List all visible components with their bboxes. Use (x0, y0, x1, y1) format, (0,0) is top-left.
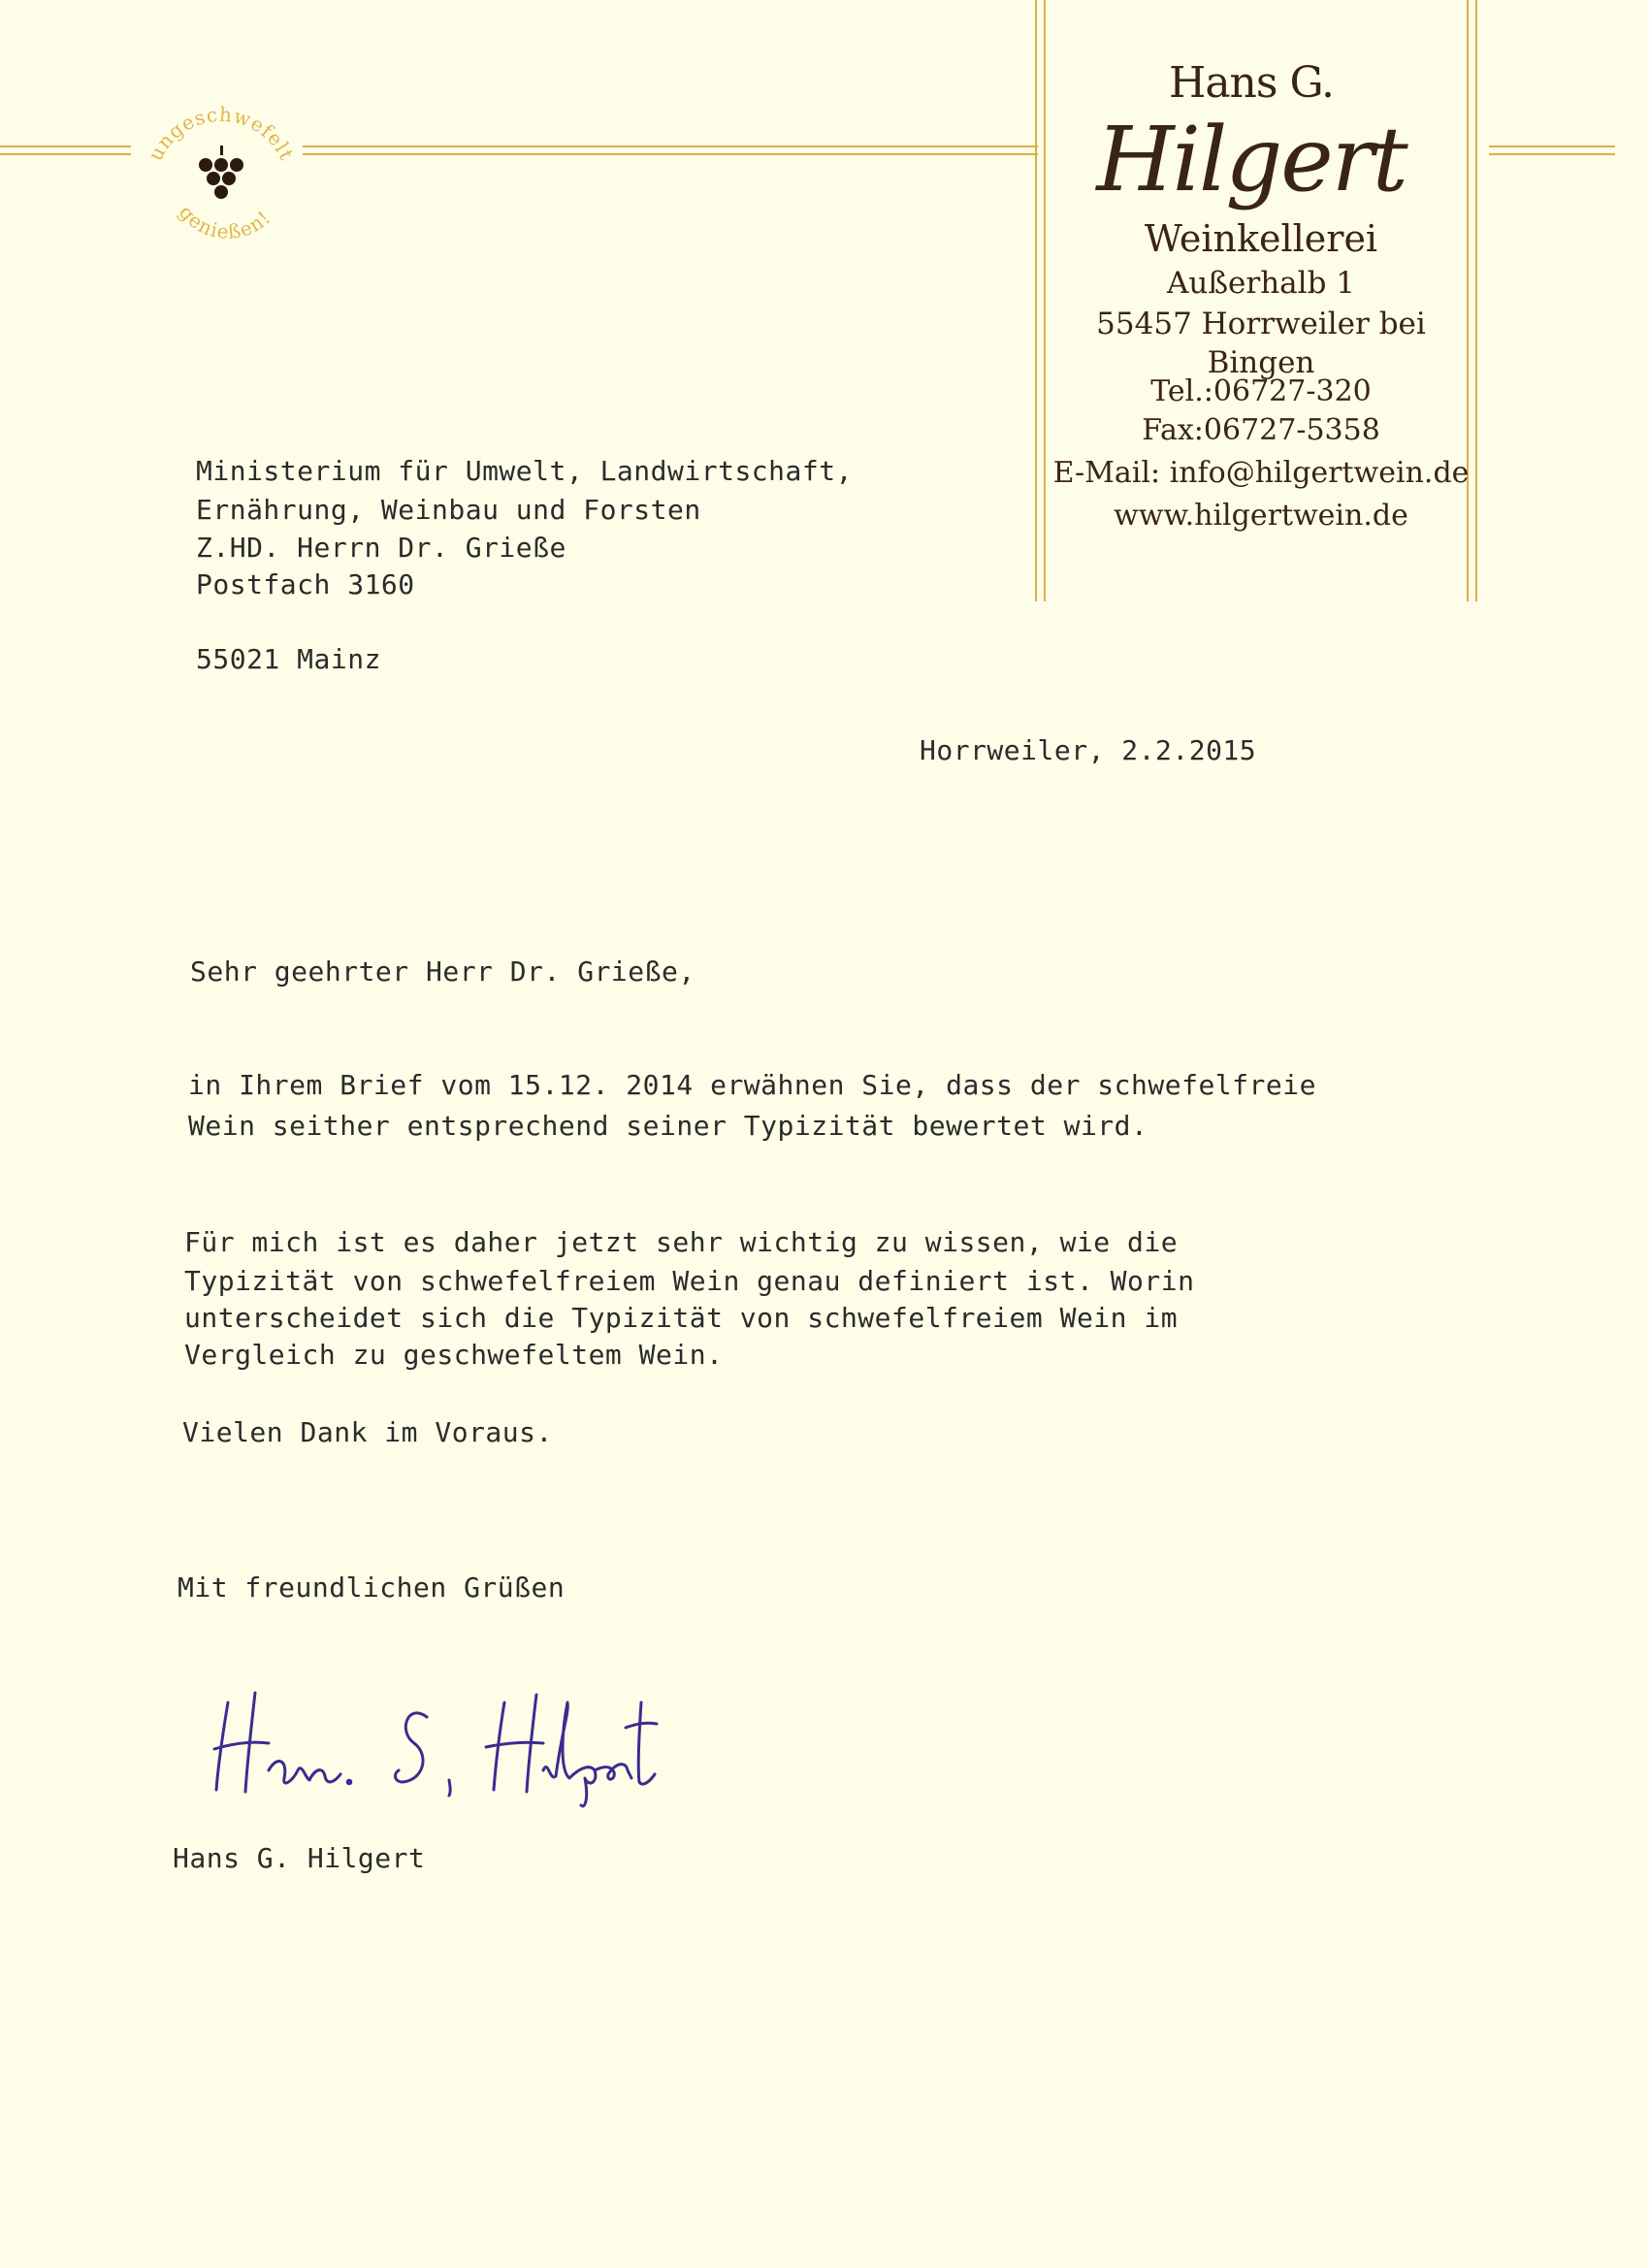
salutation: Sehr geehrter Herr Dr. Grieße, (190, 956, 695, 988)
letterhead-street: Außerhalb 1 (1166, 266, 1355, 301)
body-p1-line-2: Wein seither entsprechend seiner Typizität bewertet wird. (188, 1110, 1148, 1142)
logo-top-text: ungeschwefelt (143, 102, 300, 165)
body-p2-line-3: unterscheidet sich die Typizität von schwefelfreiem Wein im (184, 1302, 1179, 1334)
letterhead-first-name: Hans G. (1168, 58, 1335, 108)
letterhead-name (1057, 58, 1445, 211)
signer-name: Hans G. Hilgert (173, 1842, 426, 1874)
letterhead-city: 55457 Horrweiler bei Bingen (1096, 307, 1426, 380)
body-p1-line-1: in Ihrem Brief vom 15.12. 2014 erwähnen Sie, dass der schwefelfreie (188, 1069, 1316, 1101)
grape-icon (199, 146, 243, 199)
handwritten-signature (209, 1673, 713, 1809)
letterhead-last-name: Hilgert (1096, 108, 1406, 211)
recipient-line-4: Postfach 3160 (196, 568, 415, 600)
letterhead-email: E-Mail: info@hilgertwein.de (1052, 456, 1470, 490)
logo-bottom-text: genießen! (174, 200, 276, 244)
gold-rule-middle (303, 146, 1038, 155)
recipient-line-3: Z.HD. Herrn Dr. Grieße (196, 532, 566, 564)
letterhead-business: Weinkellerei (1144, 217, 1378, 260)
body-thanks: Vielen Dank im Voraus. (182, 1416, 553, 1448)
letterhead-tel: Tel.:06727-320 (1150, 374, 1372, 408)
gold-rule-left (0, 146, 131, 155)
grape-logo (134, 95, 308, 270)
recipient-city: 55021 Mainz (196, 643, 381, 675)
svg-text:genießen! (175, 201, 275, 243)
recipient-line-2: Ernährung, Weinbau und Forsten (196, 494, 701, 526)
date-line: Horrweiler, 2.2.2015 (920, 734, 1257, 766)
body-p2-line-1: Für mich ist es daher jetzt sehr wichtig zu wissen, wie die (184, 1226, 1179, 1258)
letterhead-web: www.hilgertwein.de (1114, 499, 1408, 533)
gold-rule-vertical-left (1035, 0, 1046, 601)
recipient-line-1: Ministerium für Umwelt, Landwirtschaft, (196, 455, 853, 487)
letterhead-fax: Fax:06727-5358 (1142, 413, 1380, 447)
gold-rule-right (1489, 146, 1615, 155)
body-p2-line-2: Typizität von schwefelfreiem Wein genau definiert ist. Worin (184, 1265, 1195, 1297)
closing: Mit freundlichen Grüßen (178, 1571, 566, 1604)
body-p2-line-4: Vergleich zu geschwefeltem Wein. (184, 1339, 724, 1371)
